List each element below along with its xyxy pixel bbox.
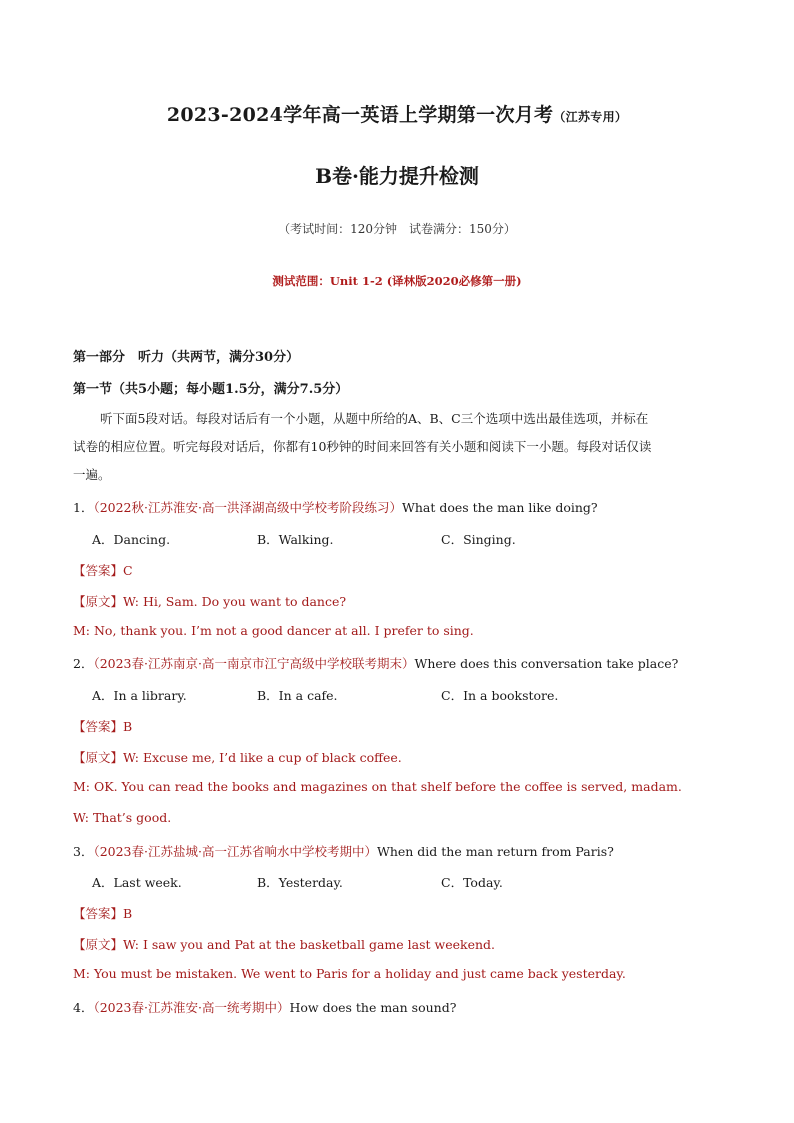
answer-value: B <box>123 719 133 734</box>
answer-value: C <box>123 563 133 578</box>
question-4 <box>73 998 456 1016</box>
question-3 <box>73 842 614 860</box>
title-text: 2023-2024学年高一英语上学期第一次月考 <box>166 104 554 126</box>
answer-line <box>73 904 132 922</box>
instructions-line: 试卷的相应位置。听完每段对话后，你都有10秒钟的时间来回答有关小题和阅读下一小题。每段对话仅读 <box>73 439 652 454</box>
question-text: How does the man sound? <box>289 1000 457 1015</box>
question-2 <box>73 654 678 672</box>
question-source: （2023春·江苏盐城·高一江苏省响水中学校考期中） <box>93 844 377 859</box>
option-c: C．Singing. <box>441 532 516 547</box>
question-text: Where does this conversation take place? <box>414 656 679 671</box>
section-heading: 第一节（共5小题；每小题1.5分，满分7.5分） <box>73 382 349 397</box>
question-number: 4． <box>73 1000 94 1015</box>
option-b: B．Walking. <box>257 532 334 547</box>
test-scope: 测试范围：Unit 1-2 (译林版2020必修第一册) <box>272 274 522 288</box>
script-tag: 【原文】 <box>73 937 124 952</box>
option-c: C．Today. <box>441 875 503 890</box>
answer-tag: 【答案】 <box>73 906 124 921</box>
question-number: 1． <box>73 500 94 515</box>
question-text: When did the man return from Paris? <box>376 844 614 859</box>
option-b: B．In a cafe. <box>257 688 338 703</box>
script-text: W: Excuse me, I’d like a cup of black coffee. <box>123 750 402 765</box>
option-b: B．Yesterday. <box>257 875 343 890</box>
question-number: 2． <box>73 656 94 671</box>
script-line: M: You must be mistaken. We went to Paris for a holiday and just came back yesterday. <box>73 966 626 981</box>
option-a: A．Last week. <box>92 875 182 890</box>
answer-line <box>73 561 133 579</box>
document-subtitle: B卷·能力提升检测 <box>315 164 479 188</box>
script-line: W: That’s good. <box>73 810 172 825</box>
title-suffix: （江苏专用） <box>553 110 628 124</box>
question-text: What does the man like doing? <box>401 500 598 515</box>
question-number: 3． <box>73 844 94 859</box>
script-tag: 【原文】 <box>73 750 124 765</box>
option-c: C．In a bookstore. <box>441 688 559 703</box>
exam-info: （考试时间：120分钟 试卷满分：150分） <box>278 222 516 236</box>
option-a: A．In a library. <box>92 688 187 703</box>
answer-tag: 【答案】 <box>73 563 124 578</box>
option-a: A．Dancing. <box>92 532 171 547</box>
script-text: W: I saw you and Pat at the basketball game last weekend. <box>123 937 496 952</box>
question-source: （2022秋·江苏淮安·高一洪泽湖高级中学校考阶段练习） <box>93 500 402 515</box>
script-line <box>73 935 495 953</box>
part-heading: 第一部分 听力（共两节，满分30分） <box>73 350 300 365</box>
script-line <box>73 592 346 610</box>
question-1 <box>73 498 598 516</box>
script-tag: 【原文】 <box>73 594 124 609</box>
script-line: M: OK. You can read the books and magazines on that shelf before the coffee is served, madam. <box>73 779 682 794</box>
question-source: （2023春·江苏淮安·高一统考期中） <box>93 1000 290 1015</box>
instructions-line: 一遍。 <box>73 467 111 482</box>
answer-value: B <box>123 906 133 921</box>
question-source: （2023春·江苏南京·高一南京市江宁高级中学校联考期末） <box>93 656 415 671</box>
script-text: W: Hi, Sam. Do you want to dance? <box>123 594 347 609</box>
document-title <box>0 100 794 127</box>
script-line <box>73 748 402 766</box>
answer-line <box>73 717 132 735</box>
instructions-line: 听下面5段对话。每段对话后有一个小题，从题中所给的A、B、C三个选项中选出最佳选项，并标在 <box>100 411 649 426</box>
answer-tag: 【答案】 <box>73 719 124 734</box>
script-line: M: No, thank you. I’m not a good dancer at all. I prefer to sing. <box>73 623 474 638</box>
